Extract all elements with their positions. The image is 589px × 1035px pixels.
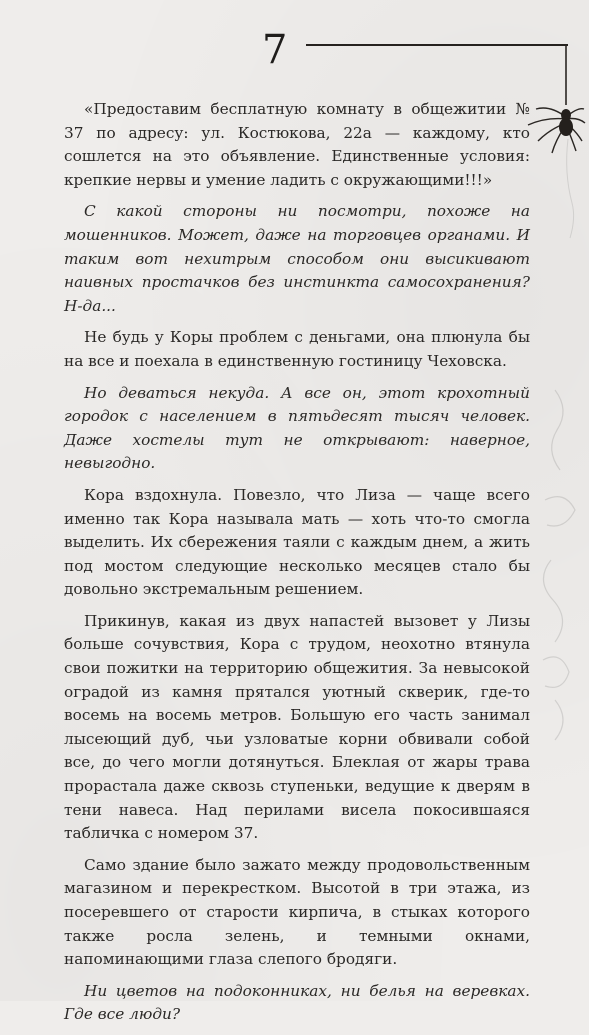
paragraph: «Предоставим бесплатную комнату в общежитии № 37 по адресу: ул. Костюкова, 22а — каждому, кто сошлется на это объявление. Единственные условия: крепкие нервы и умение ладить с окружающими!!!» <box>64 100 530 189</box>
paragraph: Не будь у Коры проблем с деньгами, она плюнула бы на все и поехала в единственную гостиницу Чеховска. <box>64 328 530 370</box>
chapter-number: 7 <box>262 27 288 73</box>
leaf-sketch <box>525 380 585 750</box>
body-text <box>64 98 530 1035</box>
paragraph: Само здание было зажато между продовольственным магазином и перекрестком. Высотой в три этажа, из посеревшего от старости кирпича, в стыках которого также росла зелень, и темными окнами, напоминающими глаза слепого бродяги. <box>64 855 530 969</box>
paragraph: Прикинув, какая из двух напастей вызовет у Лизы больше сочувствия, Кора с трудом, неохотно втянула свои пожитки на территорию общежития. За невысокой оградой из камня прятался уютный скверик, где-то восемь на восемь метров. Большую его часть занимал лысеющий дуб, чьи узловатые корни обвивали собой все, до чего могли дотянуться. Блеклая от жары трава прорастала даже сквозь ступеньки, ведущие к дверям в тени навеса. Над перилами висела покосившаяся табличка с номером 37. <box>64 611 530 843</box>
paragraph: Но деваться некуда. А все он, этот крохотный городок с населением в пятьдесят тысяч человек. Даже хостелы тут не открывают: наверное, невыгодно. <box>64 383 530 473</box>
paragraph: Ни цветов на подоконниках, ни белья на веревках. Где все люди? <box>64 981 530 1024</box>
paragraph: С какой стороны ни посмотри, похоже на мошенников. Может, даже на торговцев органами. И таким вот нехитрым способом они высикивают наивных простачков без инстинкта самосохранения? Н-да... <box>64 202 530 315</box>
paragraph: Кора вздохнула. Повезло, что Лиза — чаще всего именно так Кора называла мать — хоть что-то смогла выделить. Их сбережения таяли с каждым днем, а жить под мостом следующие несколько месяцев стало бы довольно экстремальным решением. <box>64 485 530 599</box>
